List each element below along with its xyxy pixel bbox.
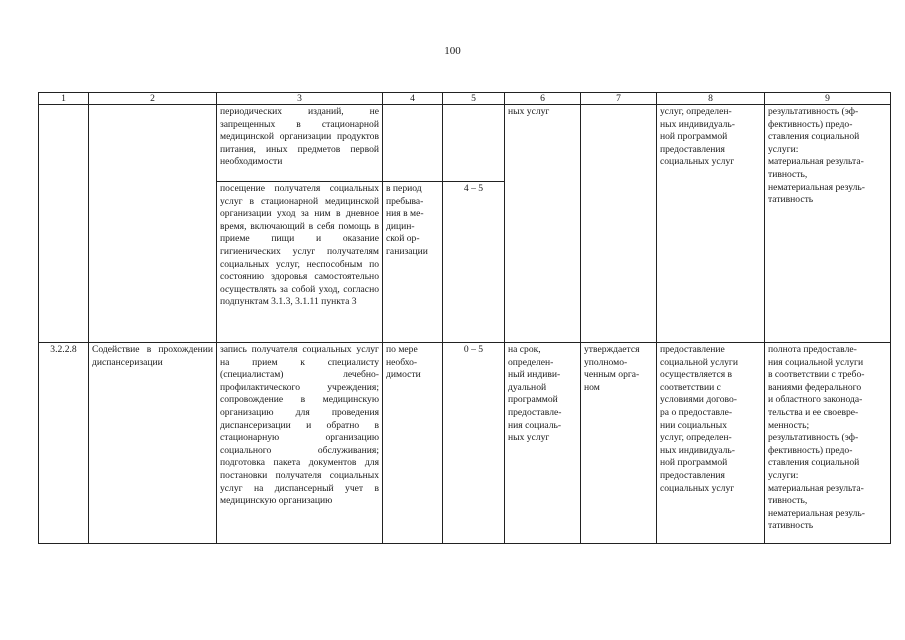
header-cell: 2 — [89, 93, 217, 105]
description-cell: запись получателя социальных услуг на прием к специалисту (специалистам) лечебно-профилактического учреждения; сопровождение в медицинскую организацию для проведения диспансеризации и обратно в стационарную организацию социального обслуживания; подготовка пакета документов для постановки получателя социальных услуг на диспансерный учет в медицинскую организацию — [217, 343, 383, 544]
quantity-cell-empty — [443, 105, 505, 182]
name-cell: Содействие в прохождении диспансеризации — [89, 343, 217, 544]
quantity-cell: 4 – 5 — [443, 182, 505, 343]
frequency-cell-empty — [383, 105, 443, 182]
frequency-cell: в период пребыва- ния в ме- дицин- ской ор- ганизации — [383, 182, 443, 343]
table-row — [39, 343, 891, 544]
table-row — [39, 105, 891, 182]
price-cell: утверждается уполномо- ченным орга- ном — [581, 343, 657, 544]
frequency-cell: по мере необхо- димости — [383, 343, 443, 544]
header-cell: 8 — [657, 93, 765, 105]
conditions-cell: услуг, определен- ных индивидуаль- ной программой предоставления социальных услуг — [657, 105, 765, 343]
header-cell: 1 — [39, 93, 89, 105]
indicators-cell: результативность (эф- фективность) предо- ставления социальной услуги: материальная результа- тивность, нематериальная резуль- тативность — [765, 105, 891, 343]
conditions-cell: предоставление социальной услуги осуществляется в соответствии с условиями догово- ра о предоставле- нии социальных услуг, определен- ных индивидуаль- ной программой предоставления социальных услуг — [657, 343, 765, 544]
indicators-cell: полнота предоставле- ния социальной услуги в соответствии с требо- ваниями федерального и областного законода- тельства и ее своевре- менность; результативность (эф- фективность) предо- ставления социальной услуги: материальная результа- тивность, нематериальная резуль- тативность — [765, 343, 891, 544]
header-cell: 9 — [765, 93, 891, 105]
header-cell: 5 — [443, 93, 505, 105]
header-cell: 3 — [217, 93, 383, 105]
term-cell: ных услуг — [505, 105, 581, 343]
table-header-row — [39, 93, 891, 105]
description-cell: периодических изданий, не запрещенных в стационарной медицинской организации продуктов питания, иных предметов первой необходимости — [217, 105, 383, 182]
services-table — [38, 92, 891, 544]
description-cell: посещение получателя социальных услуг в стационарной медицинской организации уход за ним в дневное время, включающий в себя помощь в приеме пищи и оказание гигиенических услуг получателям социальных услуг, неспособным по состоянию здоровья самостоятельно осуществлять за собой уход, согласно подпунктам 3.1.3, 3.1.11 пункта 3 — [217, 182, 383, 343]
quantity-cell: 0 – 5 — [443, 343, 505, 544]
header-cell: 7 — [581, 93, 657, 105]
code-cell: 3.2.2.8 — [39, 343, 89, 544]
header-cell: 6 — [505, 93, 581, 105]
page-number: 100 — [444, 45, 461, 57]
header-cell: 4 — [383, 93, 443, 105]
term-cell: на срок, определен- ный индиви- дуальной программой предоставле- ния социаль- ных услуг — [505, 343, 581, 544]
code-cell-empty — [39, 105, 89, 343]
price-cell-empty — [581, 105, 657, 343]
name-cell-empty — [89, 105, 217, 343]
